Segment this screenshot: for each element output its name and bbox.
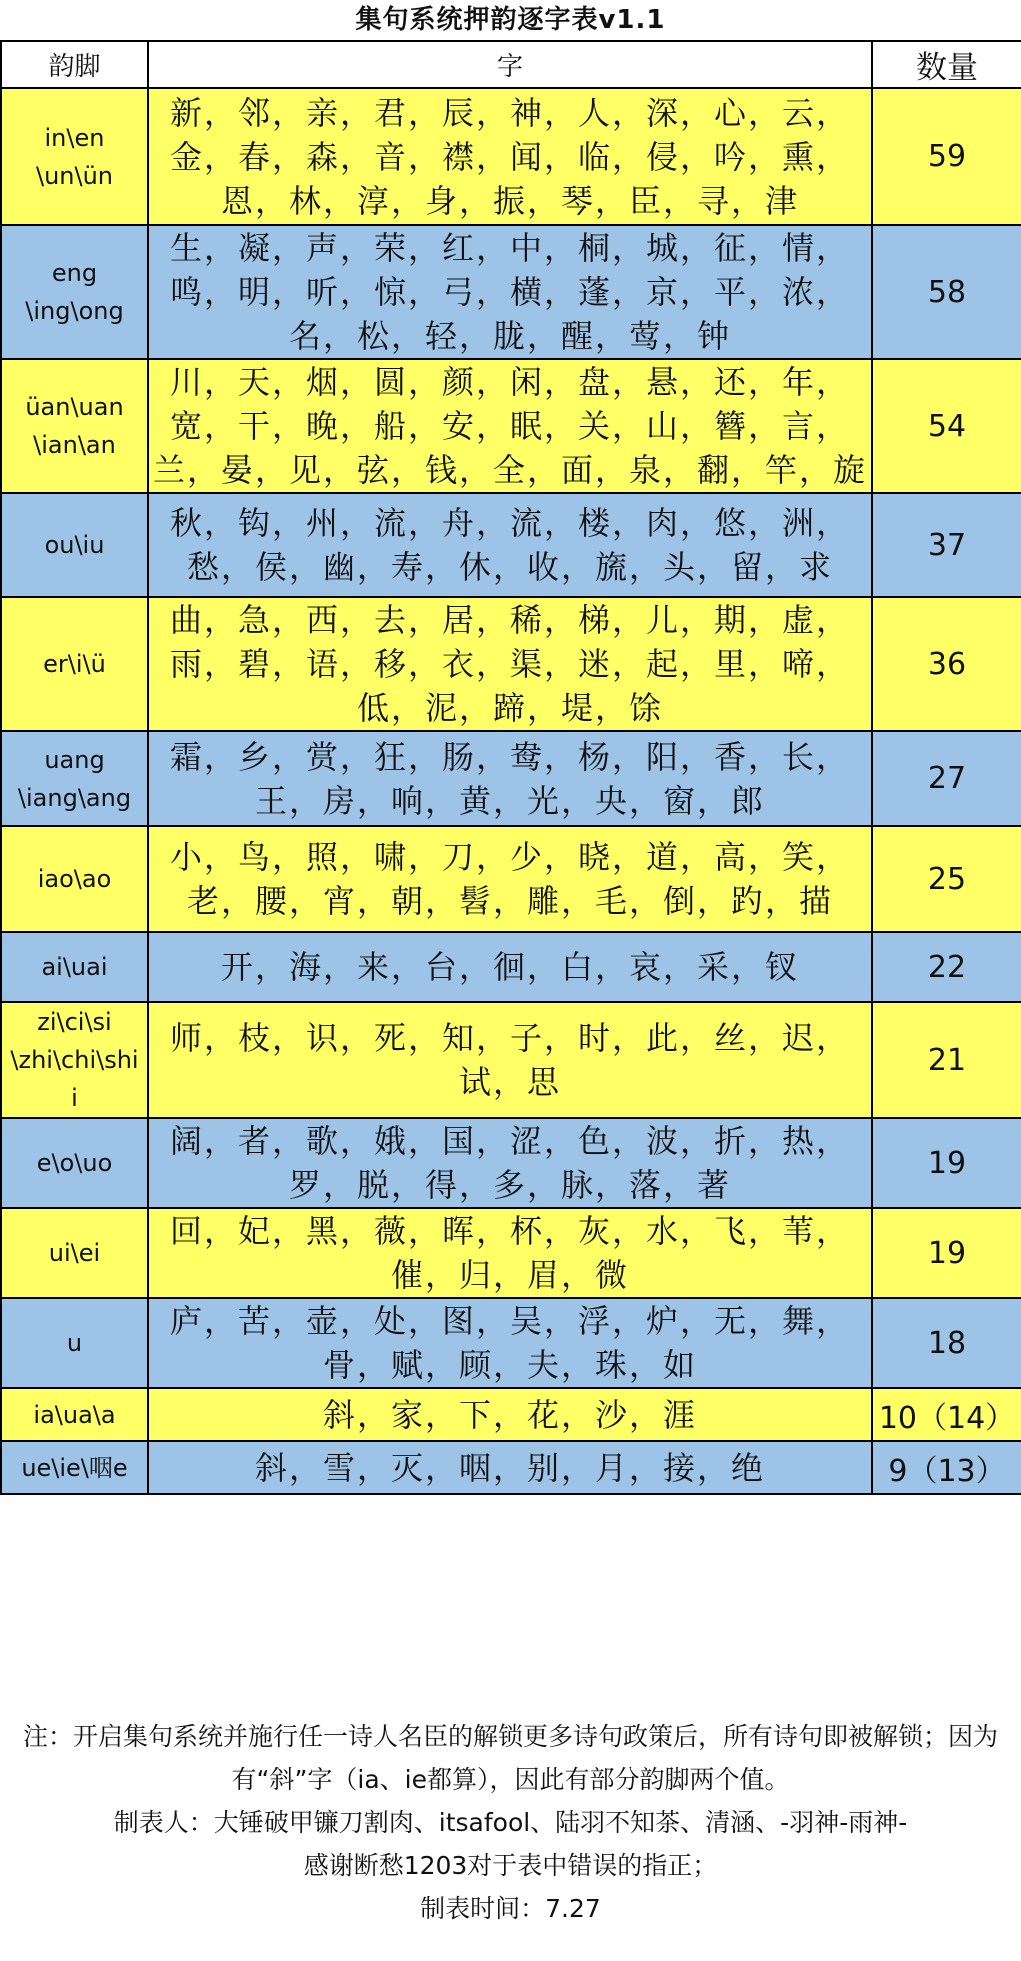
note-thanks: 感谢断愁1203对于表中错误的指正； bbox=[303, 1851, 718, 1880]
table-row bbox=[1, 1208, 1021, 1298]
chars-cell: 阔，者，歌，娥，国，涩，色，波，折，热，罗，脱，得，多，脉，落，著 bbox=[148, 1118, 872, 1208]
count-cell: 54 bbox=[872, 359, 1021, 493]
note-unlock: 注：开启集句系统并施行任一诗人名臣的解锁更多诗句政策后，所有诗句即被解锁；因为有“斜”字（ia、ie都算），因此有部分韵脚两个值。 bbox=[22, 1722, 998, 1794]
chars-cell: 回，妃，黑，薇，晖，杯，灰，水，飞，苇，催，归，眉，微 bbox=[148, 1208, 872, 1298]
rhyme-cell: ia\ua\a bbox=[1, 1388, 148, 1441]
table-row bbox=[1, 731, 1021, 826]
notes bbox=[0, 1715, 1021, 1930]
count-cell: 58 bbox=[872, 225, 1021, 359]
table-row bbox=[1, 493, 1021, 597]
rhyme-cell: u bbox=[1, 1298, 148, 1388]
count-cell: 25 bbox=[872, 826, 1021, 932]
note-authors: 制表人：大锤破甲镰刀割肉、itsafool、陆羽不知茶、清涵、-羽神-雨神- bbox=[113, 1808, 908, 1837]
count-cell: 19 bbox=[872, 1118, 1021, 1208]
table-title: 集句系统押韵逐字表v1.1 bbox=[355, 5, 666, 35]
table-row bbox=[1, 1002, 1021, 1118]
table-row bbox=[1, 1388, 1021, 1441]
rhyme-cell: ai\uai bbox=[1, 932, 148, 1002]
table-row bbox=[1, 826, 1021, 932]
table-row bbox=[1, 1441, 1021, 1494]
count-cell: 59 bbox=[872, 88, 1021, 225]
chars-cell: 斜，雪，灭，咽，别，月，接，绝 bbox=[148, 1441, 872, 1494]
count-cell: 19 bbox=[872, 1208, 1021, 1298]
count-cell: 36 bbox=[872, 597, 1021, 731]
rhyme-cell: in\en \un\ün bbox=[1, 88, 148, 225]
rhyme-cell: üan\uan \ian\an bbox=[1, 359, 148, 493]
count-cell: 10（14） bbox=[872, 1388, 1021, 1441]
table-row bbox=[1, 1298, 1021, 1388]
note-date: 制表时间：7.27 bbox=[420, 1894, 601, 1923]
rhyme-cell: iao\ao bbox=[1, 826, 148, 932]
chars-cell: 开，海，来，台，徊，白，哀，采，钗 bbox=[148, 932, 872, 1002]
count-cell: 21 bbox=[872, 1002, 1021, 1118]
chars-cell: 生，凝，声，荣，红，中，桐，城，征，情，鸣，明，听，惊，弓，横，蓬，京，平，浓，名，松，轻，胧，醒，莺，钟 bbox=[148, 225, 872, 359]
count-cell: 27 bbox=[872, 731, 1021, 826]
table-row bbox=[1, 1118, 1021, 1208]
rhyme-cell: uang \iang\ang bbox=[1, 731, 148, 826]
chars-cell: 秋，钩，州，流，舟，流，楼，肉，悠，洲，愁，侯，幽，寿，休，收，旒，头，留，求 bbox=[148, 493, 872, 597]
count-cell: 37 bbox=[872, 493, 1021, 597]
rhyme-cell: eng \ing\ong bbox=[1, 225, 148, 359]
table-row bbox=[1, 359, 1021, 493]
chars-cell: 霜，乡，赏，狂，肠，鸯，杨，阳，香，长，王，房，响，黄，光，央，窗，郎 bbox=[148, 731, 872, 826]
table-row bbox=[1, 88, 1021, 225]
rhyme-table bbox=[0, 40, 1021, 1495]
count-cell: 22 bbox=[872, 932, 1021, 1002]
header-count: 数量 bbox=[872, 41, 1021, 88]
rhyme-cell: er\i\ü bbox=[1, 597, 148, 731]
chars-cell: 庐，苦，壶，处，图，吴，浮，炉，无，舞，骨，赋，顾，夫，珠，如 bbox=[148, 1298, 872, 1388]
chars-cell: 川，天，烟，圆，颜，闲，盘，悬，还，年，宽，干，晚，船，安，眠，关，山，簪，言，兰，晏，见，弦，钱，全，面，泉，翻，竿，旋 bbox=[148, 359, 872, 493]
rhyme-cell: ui\ei bbox=[1, 1208, 148, 1298]
header-chars: 字 bbox=[148, 41, 872, 88]
chars-cell: 斜，家，下，花，沙，涯 bbox=[148, 1388, 872, 1441]
rhyme-cell: zi\ci\si \zhi\chi\shi i bbox=[1, 1002, 148, 1118]
chars-cell: 小，鸟，照，啸，刀，少，晓，道，高，笑，老，腰，宵，朝，髫，雕，毛，倒，趵，描 bbox=[148, 826, 872, 932]
chars-cell: 师，枝，识，死，知，子，时，此，丝，迟，试，思 bbox=[148, 1002, 872, 1118]
count-cell: 9（13） bbox=[872, 1441, 1021, 1494]
rhyme-cell: ue\ie\咽e bbox=[1, 1441, 148, 1494]
header-rhyme: 韵脚 bbox=[1, 41, 148, 88]
chars-cell: 曲，急，西，去，居，稀，梯，儿，期，虚，雨，碧，语，移，衣，渠，迷，起，里，啼，低，泥，蹄，堤，馀 bbox=[148, 597, 872, 731]
rhyme-cell: e\o\uo bbox=[1, 1118, 148, 1208]
table-row bbox=[1, 225, 1021, 359]
table-row bbox=[1, 597, 1021, 731]
header-row bbox=[1, 41, 1021, 88]
rhyme-cell: ou\iu bbox=[1, 493, 148, 597]
table-row bbox=[1, 932, 1021, 1002]
count-cell: 18 bbox=[872, 1298, 1021, 1388]
chars-cell: 新，邻，亲，君，辰，神，人，深，心，云，金，春，森，音，襟，闻，临，侵，吟，熏，恩，林，淳，身，振，琴，臣，寻，津 bbox=[148, 88, 872, 225]
